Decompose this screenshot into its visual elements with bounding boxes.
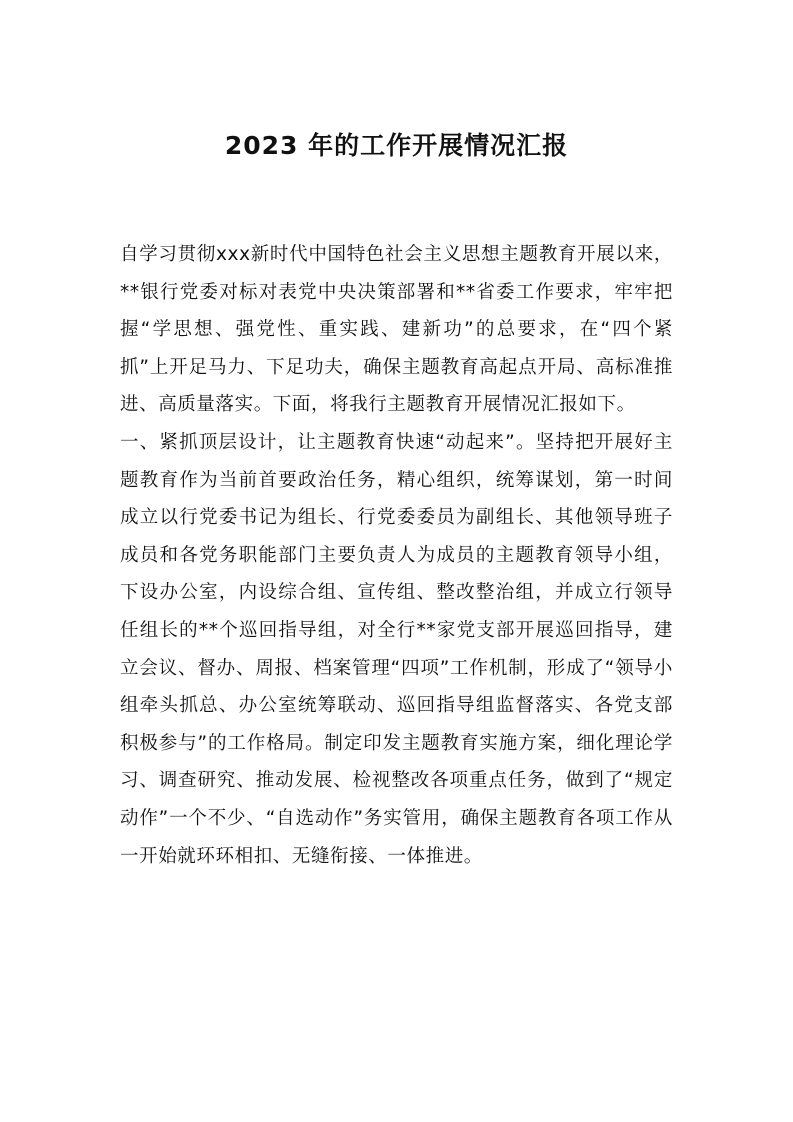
paragraph-intro: 自学习贯彻xxx新时代中国特色社会主义思想主题教育开展以来，**银行党委对标对表党中央决策部署和**省委工作要求，牢牢把握“学思想、强党性、重实践、建新功”的总要求，在“四个紧抓”上开足马力、下足功夫，确保主题教育高起点开局、高标准推进、高质量落实。下面，将我行主题教育开展情况汇报如下。: [120, 244, 673, 416]
paragraph-section-1: 一、紧抓顶层设计，让主题教育快速“动起来”。坚持把开展好主题教育作为当前首要政治任务，精心组织，统筹谋划，第一时间成立以行党委书记为组长、行党委委员为副组长、其他领导班子成员和各党务职能部门主要负责人为成员的主题教育领导小组，下设办公室，内设综合组、宣传组、整改整治组，并成立行领导任组长的**个巡回指导组，对全行**家党支部开展巡回指导，建立会议、督办、周报、档案管理“四项”工作机制，形成了“领导小组牵头抓总、办公室统筹联动、巡回指导组监督落实、各党支部积极参与”的工作格局。制定印发主题教育实施方案，细化理论学习、调查研究、推动发展、检视整改各项重点任务，做到了“规定动作”一个不少、“自选动作”务实管用，确保主题教育各项工作从一开始就环环相扣、无缝衔接、一体推进。: [120, 431, 673, 867]
document-body: [120, 236, 673, 875]
document-title: 2023 年的工作开展情况汇报: [224, 131, 569, 160]
